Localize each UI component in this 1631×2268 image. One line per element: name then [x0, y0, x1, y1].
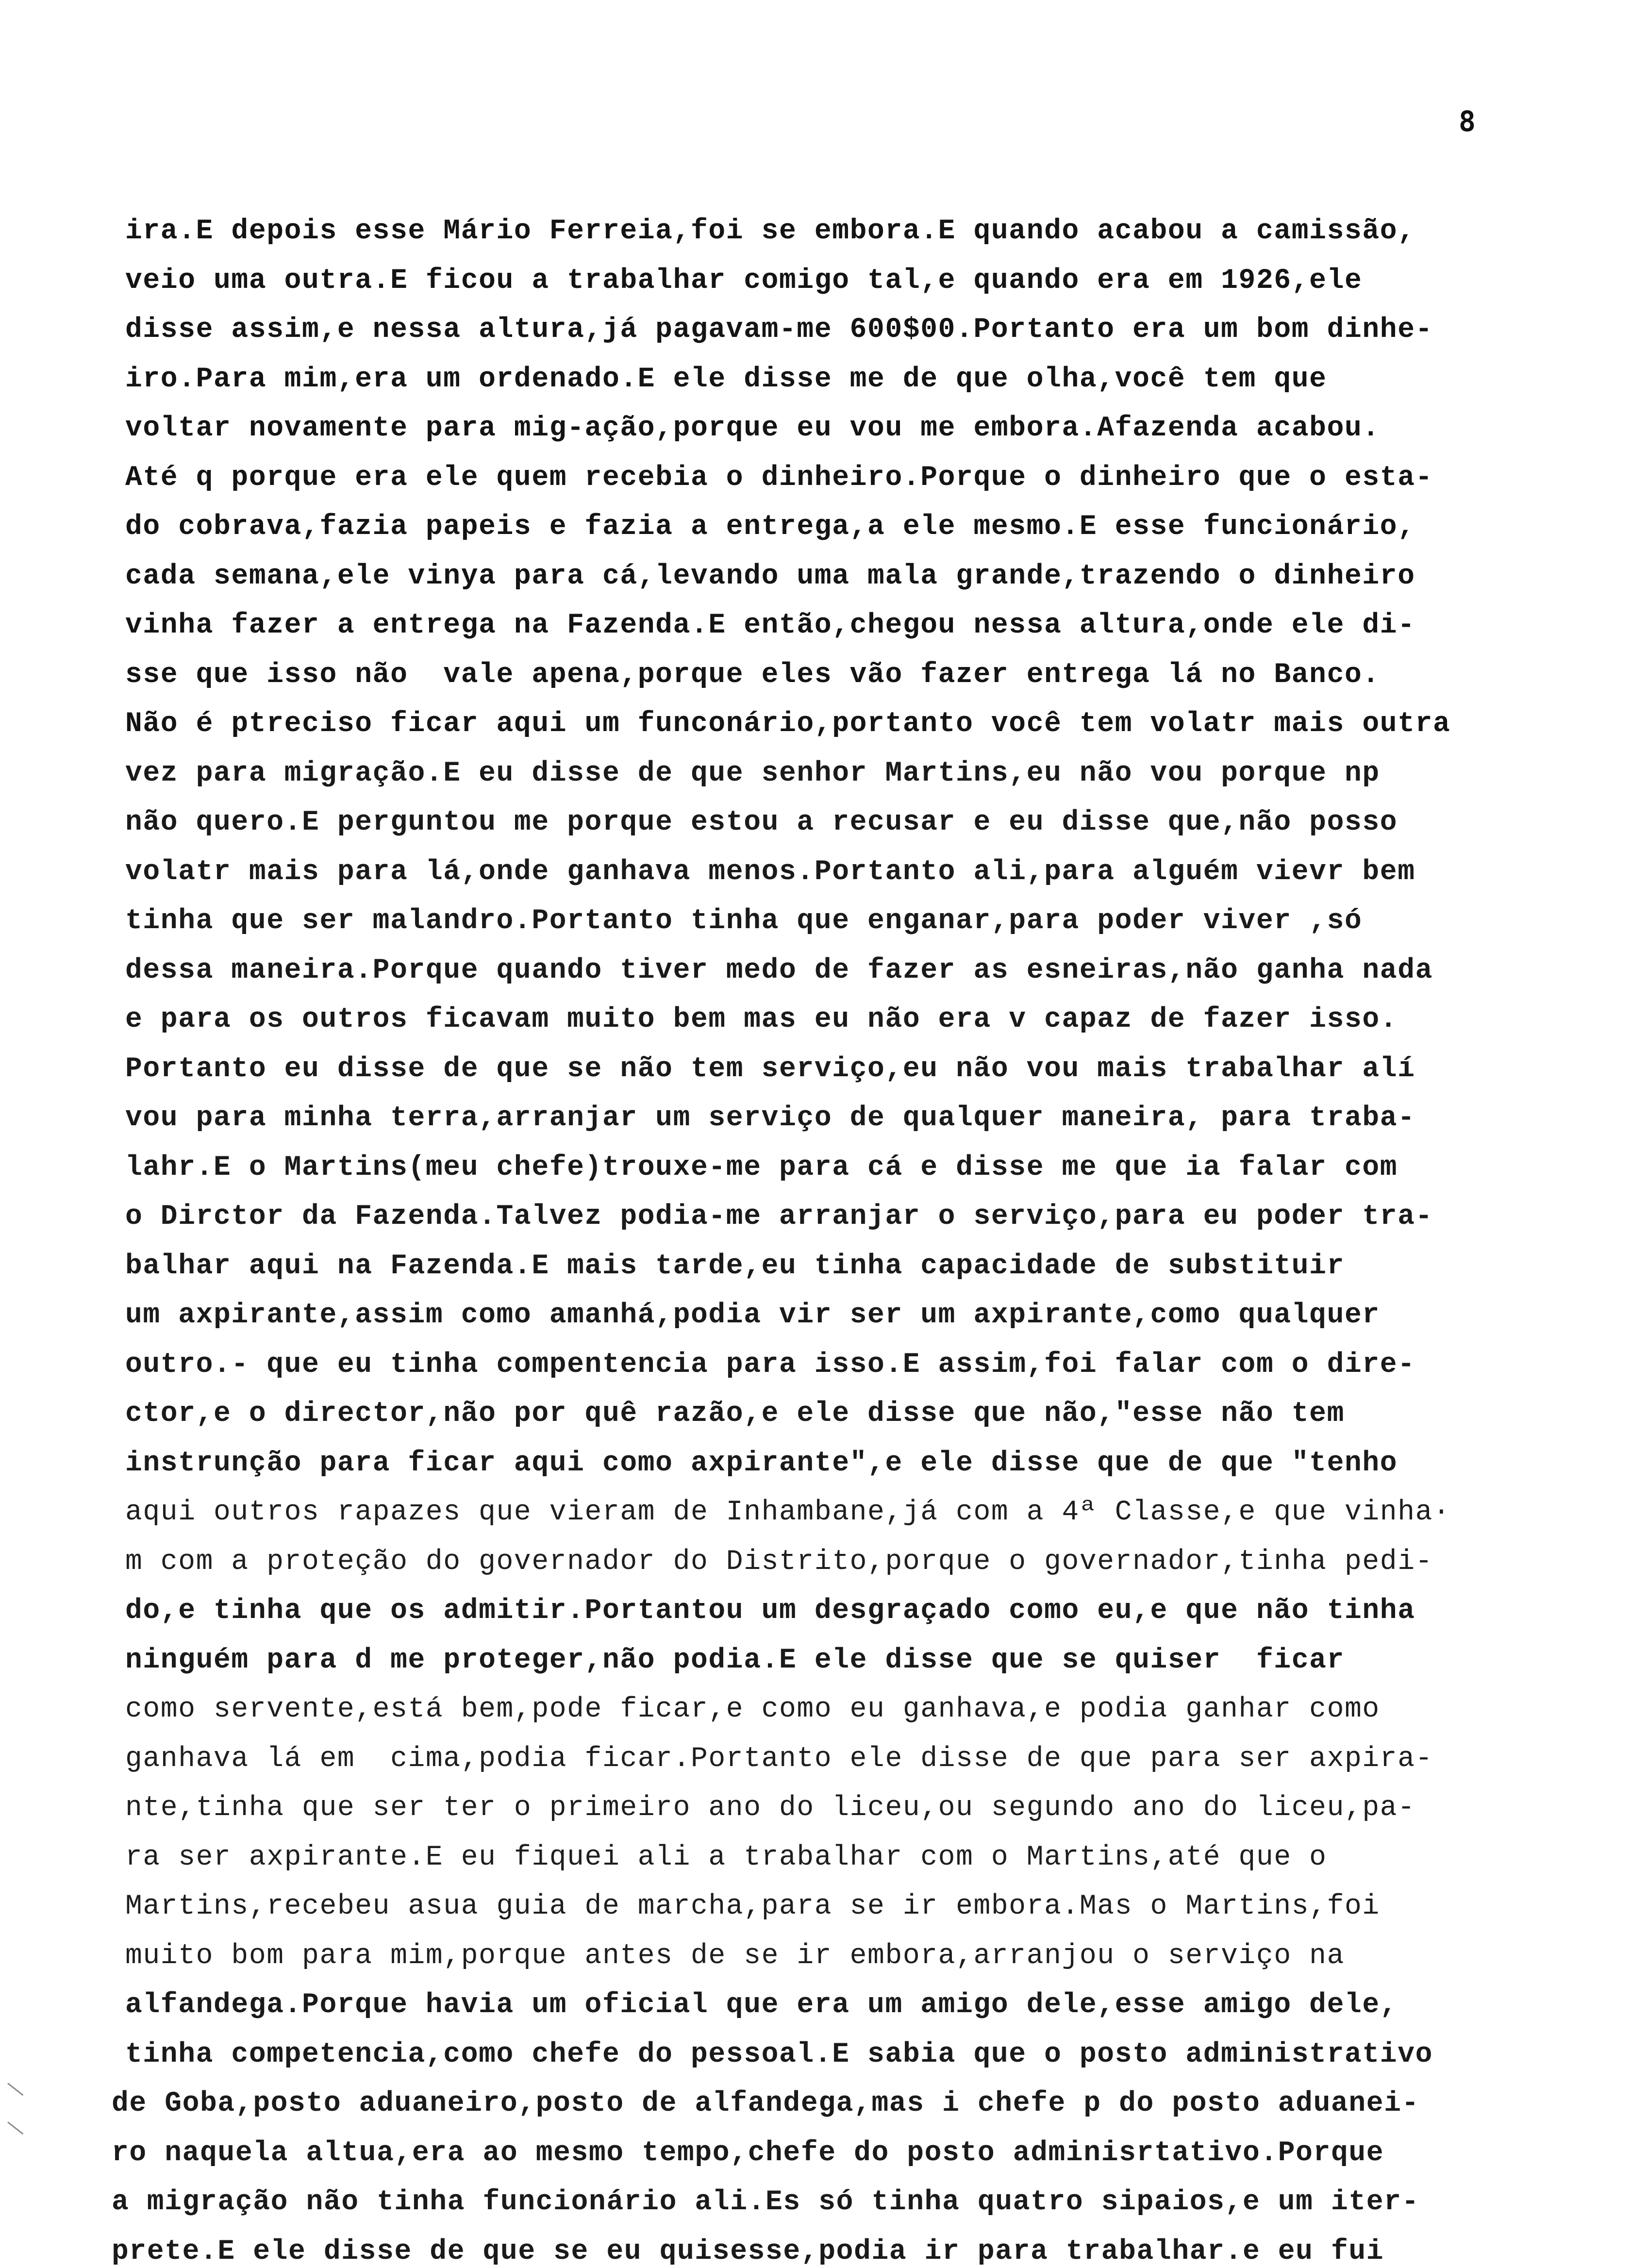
text-line: disse assim,e nessa altura,já pagavam-me 600$00.Portanto era um bom dinhe-	[125, 314, 1433, 346]
text-line: ninguém para d me proteger,não podia.E ele disse que se quiser ficar	[125, 1644, 1345, 1676]
text-line: nte,tinha que ser ter o primeiro ano do liceu,ou segundo ano do liceu,pa-	[125, 1792, 1415, 1824]
text-line: vou para minha terra,arranjar um serviço de qualquer maneira, para traba-	[125, 1102, 1415, 1134]
text-line: Martins,recebeu asua guia de marcha,para se ir embora.Mas o Martins,foi	[125, 1891, 1380, 1922]
text-line: tinha que ser malandro.Portanto tinha que enganar,para poder viver ,só	[125, 905, 1363, 937]
text-line: do,e tinha que os admitir.Portantou um desgraçado como eu,e que não tinha	[125, 1595, 1415, 1627]
text-line: veio uma outra.E ficou a trabalhar comigo tal,e quando era em 1926,ele	[125, 265, 1363, 297]
text-line: m com a proteção do governador do Distrito,porque o governador,tinha pedi-	[125, 1546, 1433, 1578]
text-line: tinha competencia,como chefe do pessoal.E sabia que o posto administrativo	[125, 2038, 1433, 2070]
scan-mark	[7, 2083, 23, 2096]
text-line: voltar novamente para mig-ação,porque eu vou me embora.Afazenda acabou.	[125, 413, 1380, 444]
text-line: o Dirctor da Fazenda.Talvez podia-me arranjar o serviço,para eu poder tra-	[125, 1201, 1433, 1233]
text-line: como servente,está bem,pode ficar,e como eu ganhava,e podia ganhar como	[125, 1694, 1380, 1725]
text-line: do cobrava,fazia papeis e fazia a entrega,a ele mesmo.E esse funcionário,	[125, 511, 1415, 543]
page-number: 8	[1459, 105, 1476, 138]
text-line: vinha fazer a entrega na Fazenda.E então,chegou nessa altura,onde ele di-	[125, 610, 1415, 641]
text-line: Até q porque era ele quem recebia o dinheiro.Porque o dinheiro que o esta-	[125, 462, 1433, 494]
text-line: ctor,e o director,não por quê razão,e ele disse que não,"esse não tem	[125, 1398, 1345, 1430]
text-line: instrunção para ficar aqui como axpirante",e ele disse que de que "tenho	[125, 1447, 1398, 1479]
text-line: ra ser axpirante.E eu fiquei ali a trabalhar com o Martins,até que o	[125, 1841, 1327, 1873]
text-line: vez para migração.E eu disse de que senhor Martins,eu não vou porque np	[125, 757, 1380, 789]
text-line: dessa maneira.Porque quando tiver medo de fazer as esneiras,não ganha nada	[125, 954, 1433, 986]
text-line: ro naquela altua,era ao mesmo tempo,chefe do posto adminisrtativo.Porque	[112, 2137, 1384, 2169]
text-line: prete.E ele disse de que se eu quisesse,podia ir para trabalhar.e eu fui	[112, 2235, 1384, 2268]
text-line: outro.- que eu tinha compentencia para isso.E assim,foi falar com o dire-	[125, 1349, 1415, 1381]
text-line: cada semana,ele vinya para cá,levando uma mala grande,trazendo o dinheiro	[125, 560, 1415, 592]
text-line: sse que isso não vale apena,porque eles vão fazer entrega lá no Banco.	[125, 659, 1380, 691]
typed-text-body	[112, 207, 1581, 2268]
text-line: lahr.E o Martins(meu chefe)trouxe-me para cá e disse me que ia falar com	[125, 1151, 1398, 1184]
text-line: iro.Para mim,era um ordenado.E ele disse me de que olha,você tem que	[125, 363, 1327, 395]
text-line: alfandega.Porque havia um oficial que era um amigo dele,esse amigo dele,	[125, 1989, 1398, 2021]
text-line: ira.E depois esse Mário Ferreia,foi se embora.E quando acabou a camissão,	[125, 216, 1415, 247]
text-line: balhar aqui na Fazenda.E mais tarde,eu tinha capacidade de substituir	[125, 1250, 1345, 1282]
text-line: de Goba,posto aduaneiro,posto de alfandega,mas i chefe p do posto aduanei-	[112, 2088, 1420, 2119]
text-line: e para os outros ficavam muito bem mas eu não era v capaz de fazer isso.	[125, 1004, 1398, 1035]
text-line: não quero.E perguntou me porque estou a recusar e eu disse que,não posso	[125, 807, 1398, 838]
text-line: volatr mais para lá,onde ganhava menos.Portanto ali,para alguém vievr bem	[125, 856, 1415, 888]
text-line: aqui outros rapazes que vieram de Inhambane,já com a 4ª Classe,e que vinha·	[125, 1497, 1451, 1528]
text-line: muito bom para mim,porque antes de se ir embora,arranjou o serviço na	[125, 1940, 1345, 1972]
text-line: Portanto eu disse de que se não tem serviço,eu não vou mais trabalhar alí	[125, 1053, 1415, 1085]
scan-mark	[7, 2121, 23, 2135]
text-line: a migração não tinha funcionário ali.Es só tinha quatro sipaios,e um iter-	[112, 2186, 1420, 2218]
text-line: ganhava lá em cima,podia ficar.Portanto ele disse de que para ser axpira-	[125, 1743, 1433, 1775]
text-line: um axpirante,assim como amanhá,podia vir ser um axpirante,como qualquer	[125, 1300, 1380, 1331]
text-line: Não é ptreciso ficar aqui um funconário,portanto você tem volatr mais outra	[125, 708, 1451, 740]
